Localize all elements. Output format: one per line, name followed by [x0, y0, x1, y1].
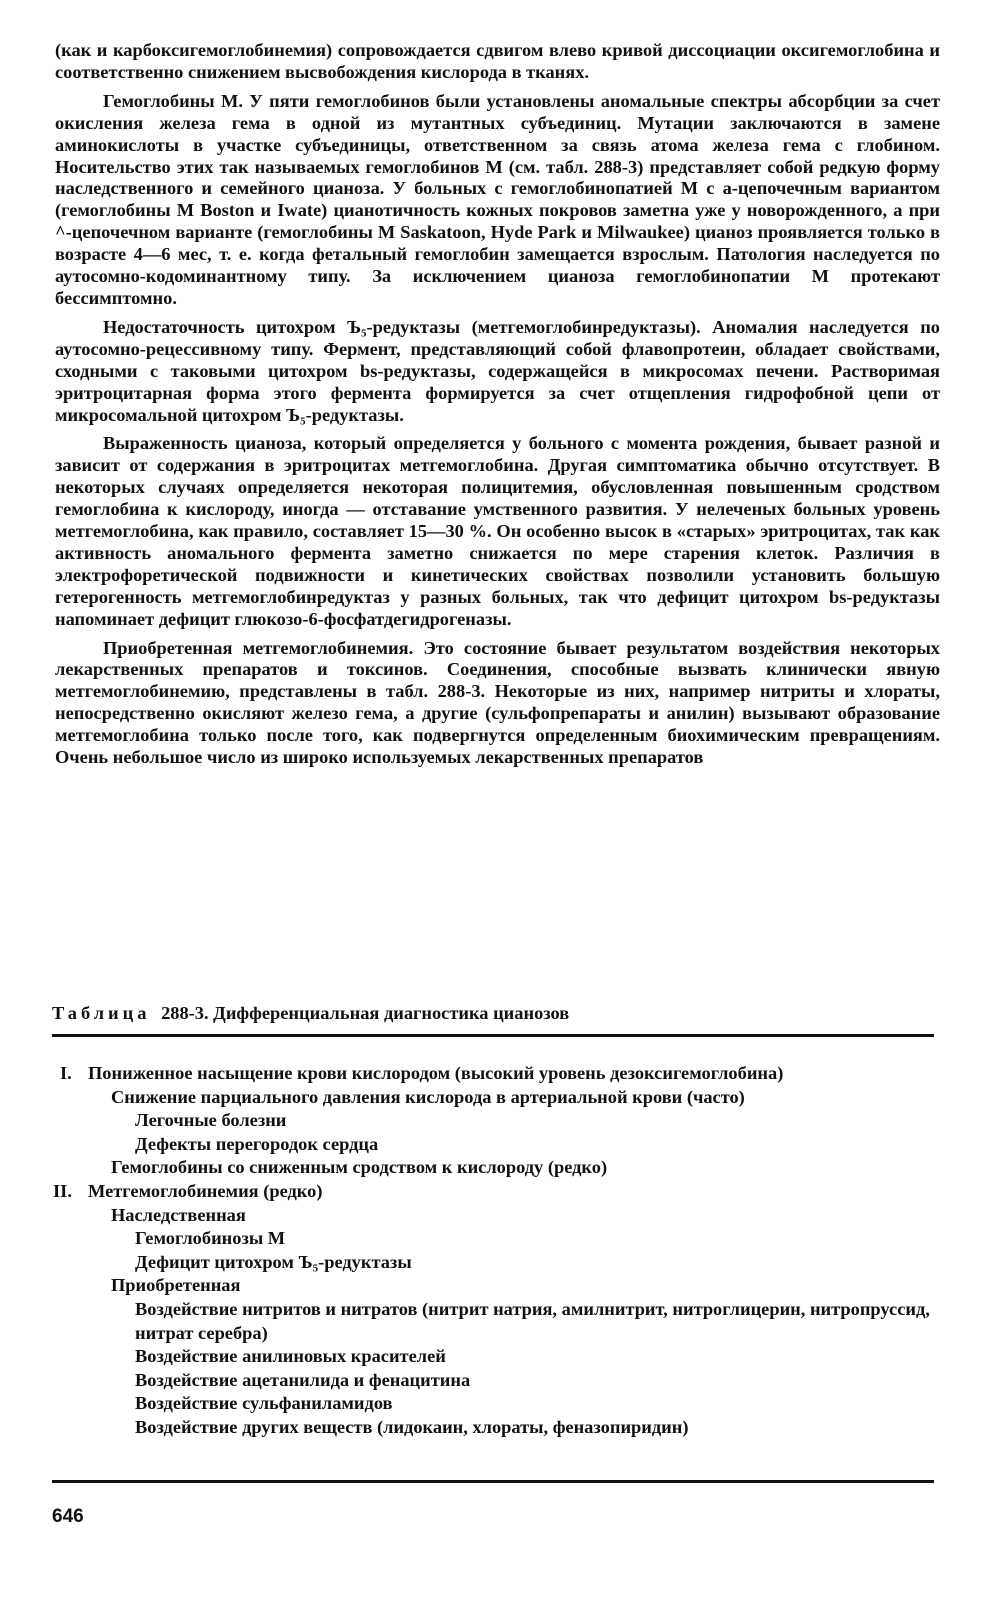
table-row: [55, 1086, 935, 1110]
paragraph-hemoglobins-m: Гемоглобины М. У пяти гемоглобинов были установлены аномальные спектры абсорбции за счет окисления железа гема в одной из мутантных субъединиц. Мутации заключаются в замене аминокислоты в участке субъединицы, ответственном за связь атома железа гема с глобином. Носительство этих так называемых гемоглобинов М (см. табл. 288-3) представляет собой редкую форму наследственного и семейного цианоза. У больных с гемоглобинопатией М с а-цепочечным вариантом (гемоглобины М Boston и Iwate) цианотичность кожных покровов заметна уже у новорожденного, а при ^-цепочечном варианте (гемоглобины М Saskatoon, Hyde Park и Milwaukee) цианоз проявляется только в возрасте 4—6 мес, т. е. когда фетальный гемоглобин замещается взрослым. Патология наследуется по аутосомно-кодоминантному типу. За исключением цианоза гемоглобинопатии М протекают бессимптомно.: [55, 90, 940, 308]
table-row: [55, 1180, 935, 1204]
table-row: [55, 1298, 935, 1345]
table-row: [55, 1392, 935, 1416]
table-row: [55, 1156, 935, 1180]
table-row: [55, 1204, 935, 1228]
row-text: Воздействие сульфаниламидов: [135, 1393, 393, 1414]
row-text: Наследственная: [111, 1204, 246, 1225]
row-number: I.: [60, 1063, 72, 1083]
row-text: Воздействие других веществ (лидокаин, хлораты, феназопиридин): [135, 1416, 689, 1437]
row-number: II.: [53, 1180, 72, 1201]
table-title: [52, 1002, 569, 1024]
paragraph: (как и карбоксигемоглобинемия) сопровождается сдвигом влево кривой диссоциации оксигемоглобина и соответственно снижением высвобождения кислорода в тканях.: [55, 40, 940, 82]
paragraph-acquired-methemoglobinemia: Приобретенная метгемоглобинемия. Это состояние бывает результатом воздействия некоторых лекарственных препаратов и токсинов. Соединения, способные вызвать клинически явную метгемоглобинемию, представлены в табл. 288-3. Некоторые из них, например нитриты и хлораты, непосредственно окисляют железо гема, а другие (сульфопрепараты и анилин) вызывают образование метгемоглобина только после того, как подвергнутся определенным биохимическим превращениям. Очень небольшое число из широко используемых лекарственных препаратов: [55, 637, 940, 768]
row-text: Дефицит цитохром Ъ₅-редуктазы: [135, 1251, 412, 1272]
body-text: [55, 40, 940, 769]
table-row: [55, 1274, 935, 1298]
row-text: Гемоглобинозы М: [135, 1228, 286, 1249]
row-text: Воздействие нитритов и нитратов (нитрит натрия, амилнитрит, нитроглицерин, нитропруссид, нитрат серебра): [135, 1298, 930, 1343]
table-row: [55, 1133, 935, 1157]
table-row: [55, 1062, 935, 1086]
row-text: Снижение парциального давления кислорода в артериальной крови (часто): [111, 1086, 745, 1107]
table-caption: 288-3. Дифференциальная диагностика цианозов: [161, 1003, 570, 1023]
row-text: Приобретенная: [111, 1275, 241, 1296]
table-row: [55, 1345, 935, 1369]
table-row: [55, 1251, 935, 1275]
table-row: [55, 1416, 935, 1440]
paragraph-cytochrome-b5-deficiency: Недостаточность цитохром Ъ₅-редуктазы (метгемоглобинредуктазы). Аномалия наследуется по аутосомно-рецессивному типу. Фермент, представляющий собой флавопротеин, обладает свойствами, сходными с таковыми цитохром bs-редуктазы, содержащейся в микросомах печени. Растворимая эритроцитарная форма этого фермента формируется за счет отщепления гидрофобной цепи от микросомальной цитохром Ъ₅-редуктазы.: [55, 316, 940, 425]
paragraph-cyanosis-severity: Выраженность цианоза, который определяется у больного с момента рождения, бывает разной и зависит от содержания в эритроцитах метгемоглобина. Другая симптоматика обычно отсутствует. В некоторых случаях определяется некоторая полицитемия, обусловленная повышенным сродством гемоглобина к кислороду, иногда — отставание умственного развития. У нелеченых больных уровень метгемоглобина, как правило, составляет 15—30 %. Он особенно высок в «старых» эритроцитах, так как активность аномального фермента заметно снижается по мере старения клеток. Различия в электрофоретической подвижности и кинетических свойствах позволили установить большую гетерогенность метгемоглобинредуктаз у разных больных, так что дефицит цитохром bs-редуктазы напоминает дефицит глюкозо-6-фосфатдегидрогеназы.: [55, 433, 940, 629]
page-number: 646: [52, 1506, 84, 1527]
table-bottom-rule: [52, 1480, 934, 1483]
row-text: Воздействие ацетанилида и фенацитина: [135, 1369, 471, 1390]
row-text: Дефекты перегородок сердца: [135, 1133, 379, 1154]
row-text: Воздействие анилиновых красителей: [135, 1346, 446, 1367]
table-top-rule: [52, 1034, 934, 1037]
table-row: [55, 1227, 935, 1251]
table-row: [55, 1369, 935, 1393]
row-text: Метгемоглобинемия (редко): [88, 1180, 323, 1201]
table-row: [55, 1109, 935, 1133]
row-text: Легочные болезни: [135, 1110, 287, 1131]
row-text: Пониженное насыщение крови кислородом (высокий уровень дезоксигемоглобина): [88, 1063, 784, 1083]
row-text: Гемоглобины со сниженным сродством к кислороду (редко): [111, 1157, 608, 1178]
table-label: Таблица: [52, 1003, 151, 1023]
table-body: [55, 1062, 935, 1440]
